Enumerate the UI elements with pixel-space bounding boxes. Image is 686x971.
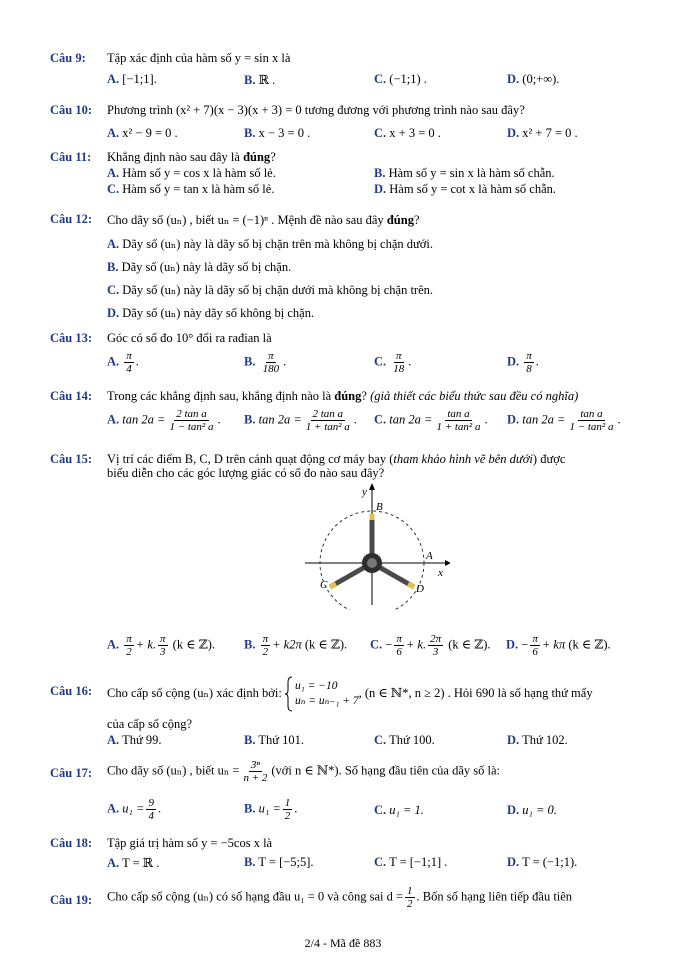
question-12-label: Câu 12: <box>50 212 93 226</box>
option-letter: C. <box>374 803 387 817</box>
option-text: (0;+∞). <box>522 72 560 86</box>
option-tail: . <box>408 354 412 369</box>
option-mid: + k. <box>405 637 427 652</box>
q13-option-d <box>507 350 539 375</box>
numerator: 2 tan a <box>312 408 344 420</box>
q14-option-b <box>244 408 357 433</box>
option-letter: A. <box>107 126 120 140</box>
fraction <box>167 408 215 433</box>
option-lhs: u₁ = <box>258 801 281 816</box>
q16-option-d <box>507 733 568 748</box>
option-letter: B. <box>244 412 256 427</box>
fraction <box>405 885 415 910</box>
option-text: Hàm số y = tan x là hàm số lẻ. <box>122 182 275 196</box>
question-13-label: Câu 13: <box>50 331 93 345</box>
option-text: Thứ 101. <box>258 733 305 747</box>
question-text-part: ? <box>270 150 276 164</box>
option-letter: C. <box>374 72 387 86</box>
option-text: Dãy số (uₙ) này dãy số không bị chặn. <box>122 306 315 320</box>
q11-option-d <box>374 182 556 197</box>
denominator: 4 <box>148 810 154 822</box>
point-c-label: C <box>320 579 328 591</box>
option-letter: A. <box>107 856 120 870</box>
option-pre: − <box>385 637 393 652</box>
denominator: 4 <box>126 363 132 375</box>
question-19-label: Câu 19: <box>50 893 93 907</box>
denominator: 3 <box>160 646 166 658</box>
option-lhs: tan 2a = <box>258 412 302 427</box>
question-text-part: Cho cấp số cộng (uₙ) có số hạng đầu u₁ = 0 và công sai d = <box>107 889 404 904</box>
denominator: 1 − tan² a <box>569 421 614 433</box>
denominator: 18 <box>393 363 405 375</box>
option-mid: + k2π <box>272 637 302 652</box>
question-11-label: Câu 11: <box>50 150 92 164</box>
fraction <box>241 759 269 784</box>
question-text-bold: đúng <box>243 150 271 164</box>
numerator: 2π <box>430 633 442 645</box>
denominator: n + 2 <box>243 772 268 784</box>
option-letter: A. <box>107 733 120 747</box>
question-15-text <box>107 452 565 467</box>
question-text-bold: đúng <box>386 213 414 227</box>
q18-option-a <box>107 855 159 871</box>
option-text: (−1;1) . <box>389 72 427 86</box>
point-a-label: A <box>426 550 433 562</box>
option-text: T = [−5;5]. <box>258 855 314 869</box>
option-tail: . <box>617 412 621 427</box>
fraction <box>158 633 168 658</box>
option-text: Thứ 99. <box>122 733 162 747</box>
question-11-text <box>107 150 276 165</box>
option-text: u₁ = 1. <box>389 803 424 817</box>
option-text: T = ℝ . <box>122 856 160 870</box>
denominator: 1 + tan² a <box>436 421 481 433</box>
question-17-text <box>107 759 500 784</box>
option-text: Dãy số (uₙ) này là dãy số bị chặn trên mà không bị chặn dưới. <box>122 237 434 251</box>
question-16-text <box>107 676 593 712</box>
question-text-part: Cho dãy số (uₙ) , biết uₙ = (−1)ⁿ . Mệnh đề nào sau đây <box>107 213 387 227</box>
question-12-text <box>107 212 420 228</box>
question-9-text: Tập xác định của hàm số y = sin x là <box>107 51 291 65</box>
denominator: 8 <box>526 363 532 375</box>
q17-option-b <box>244 797 297 822</box>
numerator: 1 <box>284 797 291 809</box>
option-letter: C. <box>370 637 383 652</box>
numerator: π <box>532 633 538 645</box>
option-text: [−1;1]. <box>122 72 157 86</box>
numerator: 9 <box>148 797 154 809</box>
option-letter: D. <box>507 354 520 369</box>
denominator: 1 + tan² a <box>305 421 350 433</box>
option-pre: − <box>521 637 529 652</box>
question-text-part: ) được <box>532 452 566 466</box>
question-text-part: Cho cấp số cộng (uₙ) xác định bởi: <box>107 685 282 700</box>
numerator: 1 <box>407 885 413 897</box>
question-text-part: Vị trí các điểm B, C, D trên cánh quạt động cơ máy bay ( <box>107 452 394 466</box>
question-text-italic: tham khảo hình vẽ bên dưới <box>393 452 533 466</box>
option-letter: D. <box>507 733 520 747</box>
option-tail: (k ∈ ℤ). <box>304 637 348 652</box>
option-text: Hàm số y = sin x là hàm số chẵn. <box>388 166 555 180</box>
option-letter: A. <box>107 354 120 369</box>
x-axis-label: x <box>438 567 443 579</box>
numerator: π <box>396 633 402 645</box>
option-letter: A. <box>107 412 120 427</box>
page-footer: 2/4 - Mã đề 883 <box>304 936 382 950</box>
option-tail: . <box>157 801 162 816</box>
q9-option-d <box>507 72 559 87</box>
blade-d-tip <box>408 584 414 587</box>
q10-option-b <box>244 126 310 141</box>
point-d-label: D <box>416 583 424 595</box>
point-b-label: B <box>376 501 383 513</box>
option-letter: A. <box>107 166 120 180</box>
option-letter: B. <box>374 166 386 180</box>
option-mid: + kπ <box>541 637 566 652</box>
option-text: x − 3 = 0 . <box>258 126 311 140</box>
option-text: Hàm số y = cos x là hàm số lẻ. <box>122 166 276 180</box>
q18-option-d <box>507 855 577 870</box>
q9-option-a <box>107 72 157 87</box>
q18-option-b <box>244 855 314 870</box>
q11-option-a <box>107 166 276 181</box>
denominator: 6 <box>532 646 538 658</box>
option-text: Thứ 102. <box>522 733 568 747</box>
fraction <box>283 797 293 822</box>
option-letter: B. <box>244 855 256 869</box>
question-18-text: Tập giá trị hàm số y = −5cos x là <box>107 836 273 850</box>
option-letter: B. <box>244 801 256 816</box>
option-letter: B. <box>244 73 256 87</box>
option-letter: B. <box>244 637 256 652</box>
option-letter: B. <box>244 733 256 747</box>
question-text-part: Cho dãy số (uₙ) , biết uₙ = <box>107 763 240 778</box>
q9-option-c <box>374 72 427 87</box>
option-letter: D. <box>507 72 520 86</box>
question-text-part: . Bốn số hạng liên tiếp đầu tiên <box>416 889 573 904</box>
numerator: tan a <box>580 408 603 420</box>
option-tail: . <box>353 412 357 427</box>
option-tail: . <box>294 801 298 816</box>
numerator: π <box>262 633 269 645</box>
option-letter: A. <box>107 72 120 86</box>
question-9-label: Câu 9: <box>50 51 86 65</box>
denominator: 2 <box>284 810 291 822</box>
q16-option-a <box>107 733 161 748</box>
propeller-figure <box>300 480 450 610</box>
numerator: π <box>126 633 132 645</box>
option-text: T = (−1;1). <box>522 855 578 869</box>
system-line-1: u₁ = −10 <box>294 680 338 692</box>
question-13-text: Góc có số đo 10° đổi ra rađian là <box>107 331 272 345</box>
question-text-part: (với n ∈ ℕ*). Số hạng đầu tiên của dãy số là: <box>271 763 501 778</box>
q12-option-a <box>107 236 433 252</box>
question-text-part: Trong các khẳng định sau, khẳng định nào là <box>107 389 335 403</box>
option-tail: (k ∈ ℤ). <box>568 637 611 652</box>
propeller-hub-center <box>367 558 377 568</box>
denominator: 6 <box>396 646 402 658</box>
option-text: x + 3 = 0 . <box>389 126 441 140</box>
denominator: 2 <box>407 898 413 910</box>
option-letter: A. <box>107 237 120 251</box>
option-text: x² − 9 = 0 . <box>122 126 178 140</box>
numerator: π <box>396 350 402 362</box>
numerator: π <box>160 633 166 645</box>
x-axis-arrow <box>445 560 450 566</box>
numerator: tan a <box>447 408 470 420</box>
question-text-part: , (n ∈ ℕ*, n ≥ 2) . Hỏi 690 là số hạng thứ mấy <box>358 685 593 700</box>
option-letter: D. <box>507 855 520 869</box>
question-16-label: Câu 16: <box>50 684 93 698</box>
option-letter: A. <box>107 637 120 652</box>
q15-option-b <box>244 633 347 658</box>
option-letter: B. <box>244 126 256 140</box>
q11-option-c <box>107 182 274 197</box>
q15-option-c <box>370 633 491 658</box>
option-text: Thứ 100. <box>389 733 435 747</box>
q10-option-d <box>507 126 578 141</box>
numerator: π <box>268 350 274 362</box>
question-15-text-line2: biểu diễn cho các góc lượng giác có số đo nào sau đây? <box>107 466 385 480</box>
option-lhs: tan 2a = <box>122 412 166 427</box>
option-letter: B. <box>244 354 256 369</box>
fraction <box>391 350 406 375</box>
fraction <box>530 633 540 658</box>
option-lhs: tan 2a = <box>389 412 433 427</box>
fraction <box>394 633 404 658</box>
question-text-part: ? <box>361 389 371 403</box>
system-line-2: uₙ = uₙ₋₁ + 7 <box>294 695 359 707</box>
denominator: 180 <box>262 363 280 375</box>
question-text-bold: đúng <box>334 389 362 403</box>
option-tail: (k ∈ ℤ). <box>448 637 491 652</box>
fraction <box>524 350 534 375</box>
question-text-italic: (giả thiết các biểu thức sau đều có nghĩa) <box>370 389 579 403</box>
q13-option-a <box>107 350 139 375</box>
option-letter: D. <box>507 803 520 817</box>
option-letter: C. <box>374 354 387 369</box>
option-text: Dãy số (uₙ) này là dãy số bị chặn dưới mà không bị chặn trên. <box>122 283 434 297</box>
option-letter: D. <box>507 412 520 427</box>
q17-option-d <box>507 803 557 818</box>
q12-option-c <box>107 282 433 298</box>
option-text: Dãy số (uₙ) này là dãy số bị chặn. <box>121 260 292 274</box>
q18-option-c <box>374 855 447 870</box>
option-letter: B. <box>107 260 119 274</box>
recurrence-system <box>295 679 359 709</box>
option-tail: . <box>135 354 139 369</box>
option-letter: D. <box>506 637 519 652</box>
q15-option-a <box>107 633 215 658</box>
denominator: 3 <box>432 646 439 658</box>
fraction <box>567 408 615 433</box>
option-letter: A. <box>107 801 120 816</box>
option-tail: . <box>217 412 221 427</box>
option-text: T = [−1;1] . <box>389 855 448 869</box>
option-letter: C. <box>374 412 387 427</box>
y-axis-label: y <box>362 486 367 498</box>
option-letter: D. <box>107 306 120 320</box>
option-letter: C. <box>374 855 387 869</box>
question-14-label: Câu 14: <box>50 389 93 403</box>
option-tail: (k ∈ ℤ). <box>172 637 215 652</box>
q17-option-c <box>374 803 424 818</box>
y-axis-arrow <box>369 483 375 490</box>
q14-option-c <box>374 408 488 433</box>
option-letter: C. <box>374 733 387 747</box>
q16-option-b <box>244 733 304 748</box>
option-letter: D. <box>507 126 520 140</box>
q14-option-a <box>107 408 221 433</box>
question-text-part: ? <box>413 213 420 227</box>
option-tail: . <box>484 412 488 427</box>
option-text: u₁ = 0. <box>522 803 557 817</box>
denominator: 2 <box>126 646 132 658</box>
numerator: 2 tan a <box>176 408 207 420</box>
denominator: 2 <box>262 646 269 658</box>
option-letter: C. <box>107 283 120 297</box>
option-text: ℝ . <box>258 73 276 87</box>
q15-option-d <box>506 633 611 658</box>
fraction <box>146 797 156 822</box>
question-17-label: Câu 17: <box>50 766 93 780</box>
q12-option-d <box>107 305 314 321</box>
denominator: 1 − tan² a <box>169 421 214 433</box>
fraction <box>261 633 271 658</box>
q9-option-b <box>244 72 275 88</box>
option-letter: D. <box>374 182 387 196</box>
option-lhs: u₁ = <box>122 801 145 816</box>
q13-option-c <box>374 350 411 375</box>
option-mid: + k. <box>135 637 157 652</box>
q17-option-a <box>107 797 161 822</box>
question-19-text <box>107 885 572 910</box>
option-tail: . <box>535 354 539 369</box>
option-text: x² + 7 = 0 . <box>522 126 578 140</box>
blade-c-tip <box>330 584 336 587</box>
q12-option-b <box>107 259 291 275</box>
numerator: π <box>126 350 132 362</box>
fraction <box>434 408 482 433</box>
question-18-label: Câu 18: <box>50 836 93 850</box>
option-lhs: tan 2a = <box>522 412 566 427</box>
option-tail: . <box>283 354 287 369</box>
question-10-label: Câu 10: <box>50 103 93 117</box>
q10-option-a <box>107 126 178 141</box>
fraction <box>261 350 282 375</box>
q13-option-b <box>244 350 286 375</box>
question-14-text <box>107 389 578 404</box>
q11-option-b <box>374 166 555 181</box>
q16-option-c <box>374 733 435 748</box>
option-letter: C. <box>107 182 120 196</box>
question-15-label: Câu 15: <box>50 452 93 466</box>
question-16-text-line2: của cấp số cộng? <box>107 717 193 731</box>
numerator: 3ⁿ <box>250 759 260 771</box>
system-brace <box>285 676 293 712</box>
option-text: Hàm số y = cot x là hàm số chẵn. <box>389 182 557 196</box>
q14-option-d <box>507 408 621 433</box>
question-text-part: Khẳng định nào sau đây là <box>107 150 244 164</box>
fraction <box>304 408 352 433</box>
fraction <box>428 633 443 658</box>
numerator: π <box>526 350 532 362</box>
q10-option-c <box>374 126 441 141</box>
fraction <box>124 350 134 375</box>
question-10-text: Phương trình (x² + 7)(x − 3)(x + 3) = 0 tương đương với phương trình nào sau đây? <box>107 103 525 117</box>
option-letter: C. <box>374 126 387 140</box>
fraction <box>124 633 134 658</box>
